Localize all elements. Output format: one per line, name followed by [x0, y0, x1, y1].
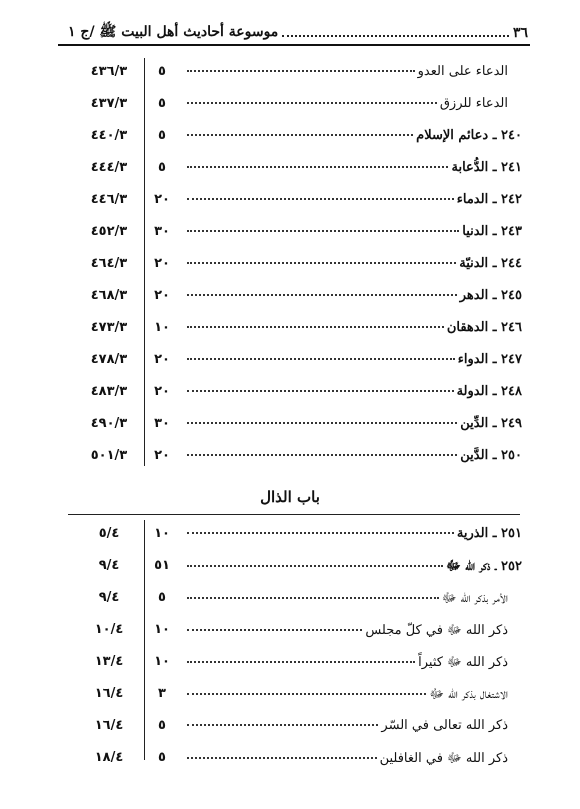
entry-hadith-count: ٢٠ — [154, 288, 170, 303]
entry-reference: ٤٧٨/٣ — [90, 352, 128, 367]
entry-reference: ٩/٤ — [98, 558, 120, 573]
index-entry — [0, 586, 580, 616]
entry-title: ذكر الله ﷻ كثيراً — [418, 655, 508, 670]
entry-title: ٢٤٤ ـ الدنيّة — [459, 256, 522, 271]
entry-reference: ١٦/٤ — [94, 686, 124, 701]
entry-hadith-count: ٢٠ — [154, 352, 170, 367]
index-entry — [0, 156, 580, 186]
running-title: موسوعة أحاديث أهل البيت ﷺ /ج ١ — [68, 24, 279, 40]
leader-dots — [187, 390, 454, 392]
entry-title: الدعاء على العدو — [417, 64, 508, 79]
entry-title-line — [184, 416, 522, 431]
entry-hadith-count: ٥ — [158, 128, 166, 143]
section-rule — [68, 514, 520, 515]
entry-title-line — [184, 384, 522, 399]
entry-hadith-count: ٥ — [158, 64, 166, 79]
entry-hadith-count: ٥ — [158, 160, 166, 175]
entry-hadith-count: ٥ — [158, 590, 166, 605]
entry-reference: ٩/٤ — [98, 590, 120, 605]
index-entry — [0, 252, 580, 282]
entry-hadith-count: ٣٠ — [154, 224, 170, 239]
entry-hadith-count: ٥ — [158, 718, 166, 733]
entry-title: ذكر الله تعالى في السّر — [381, 718, 508, 733]
entry-title: ٢٤٠ ـ دعائم الإسلام — [416, 128, 522, 143]
entry-title-line — [184, 224, 522, 239]
index-entry — [0, 650, 580, 680]
entry-reference: ٥/٤ — [98, 526, 120, 541]
leader-dots — [187, 454, 457, 456]
entry-hadith-count: ٢٠ — [154, 448, 170, 463]
leader-dots — [187, 597, 439, 599]
entry-hadith-count: ٥١ — [154, 558, 170, 573]
entry-title: ٢٤١ ـ الدُّعابة — [451, 160, 522, 175]
entry-hadith-count: ٥ — [158, 96, 166, 111]
entry-title-line — [184, 558, 522, 577]
entry-title-line — [184, 590, 508, 609]
entry-title: ٢٤٦ ـ الدهقان — [446, 320, 522, 335]
leader-dots — [187, 262, 456, 264]
entry-title-line — [184, 288, 522, 303]
index-entry — [0, 188, 580, 218]
entry-title: ٢٤٩ ـ الدِّين — [460, 416, 522, 431]
page-header — [68, 22, 528, 44]
entry-title-line — [184, 352, 522, 367]
leader-dots — [187, 661, 415, 663]
entry-reference: ٤٧٣/٣ — [90, 320, 128, 335]
entry-hadith-count: ٢٠ — [154, 384, 170, 399]
leader-dots — [187, 230, 459, 232]
entry-hadith-count: ٣٠ — [154, 416, 170, 431]
entry-reference: ٤٦٨/٣ — [90, 288, 128, 303]
entry-reference: ٤٤٦/٣ — [90, 192, 128, 207]
leader-dots — [187, 134, 413, 136]
entry-title-line — [184, 526, 522, 541]
entry-hadith-count: ٢٠ — [154, 192, 170, 207]
entry-reference: ١٠/٤ — [94, 622, 124, 637]
entry-title: الاشتغال بذكر الله ﷻ — [429, 687, 508, 702]
entry-title-line — [184, 160, 522, 175]
entry-title: ذكر الله ﷻ في الغافلين — [379, 751, 508, 766]
leader-dots — [187, 166, 448, 168]
index-entry — [0, 412, 580, 442]
entry-title: الأمر بذكر الله ﷻ — [441, 591, 508, 606]
leader-dots — [187, 724, 378, 726]
entry-title: الدعاء للرزق — [439, 96, 508, 111]
index-entry — [0, 522, 580, 552]
entry-hadith-count: ٢٠ — [154, 256, 170, 271]
leader-dots — [187, 294, 457, 296]
entry-hadith-count: ١٠ — [154, 320, 170, 335]
index-entry — [0, 380, 580, 410]
index-entry — [0, 682, 580, 712]
index-entry — [0, 348, 580, 378]
entry-reference: ٤٤٠/٣ — [90, 128, 128, 143]
entry-hadith-count: ٣ — [158, 686, 166, 701]
entry-reference: ١٣/٤ — [94, 654, 124, 669]
index-entry — [0, 746, 580, 776]
entry-reference: ١٨/٤ — [94, 750, 124, 765]
header-rule — [58, 44, 530, 46]
entry-title-line — [184, 654, 508, 673]
entry-title-line — [184, 96, 508, 111]
index-entry — [0, 220, 580, 250]
entry-reference: ٤٩٠/٣ — [90, 416, 128, 431]
entry-title-line — [184, 320, 522, 335]
leader-dots — [187, 326, 444, 328]
index-entry — [0, 714, 580, 744]
entry-hadith-count: ١٠ — [154, 526, 170, 541]
index-entry — [0, 92, 580, 122]
entry-title-line — [184, 750, 508, 769]
page-number: ٣٦ — [512, 25, 528, 41]
index-entry — [0, 618, 580, 648]
entry-title: ٢٤٢ ـ الدماء — [456, 192, 522, 207]
entry-title-line — [184, 64, 508, 79]
index-entry — [0, 284, 580, 314]
entry-reference: ١٦/٤ — [94, 718, 124, 733]
index-entry — [0, 316, 580, 346]
entry-title-line — [184, 256, 522, 271]
leader-dots — [187, 422, 457, 424]
leader-dots — [187, 532, 454, 534]
entry-reference: ٤٤٤/٣ — [90, 160, 128, 175]
index-entry — [0, 444, 580, 474]
leader-dots — [187, 693, 426, 695]
entry-hadith-count: ٥ — [158, 750, 166, 765]
entry-title: ذكر الله ﷻ في كلّ مجلس — [365, 623, 508, 638]
entry-title: ٢٤٨ ـ الدولة — [456, 384, 522, 399]
entry-reference: ٤٥٢/٣ — [90, 224, 128, 239]
index-entry — [0, 60, 580, 90]
entry-title-line — [184, 718, 508, 733]
leader-dots — [187, 70, 415, 72]
entry-title-line — [184, 622, 508, 641]
leader-dots — [187, 565, 443, 567]
leader-dots — [187, 629, 362, 631]
leader-dots — [187, 757, 377, 759]
entry-title-line — [184, 128, 522, 143]
entry-title: ٢٥٠ ـ الدَّين — [460, 448, 522, 463]
entry-title: ٢٥٢ ـ ذكر الله ﷻ — [446, 559, 522, 574]
entry-hadith-count: ١٠ — [154, 654, 170, 669]
entry-title-line — [184, 686, 508, 705]
entry-reference: ٤٣٦/٣ — [90, 64, 128, 79]
entry-hadith-count: ١٠ — [154, 622, 170, 637]
entry-title: ٢٤٧ ـ الدواء — [457, 352, 522, 367]
entry-reference: ٥٠١/٣ — [90, 448, 128, 463]
entry-title: ٢٤٥ ـ الدهر — [459, 288, 522, 303]
entry-reference: ٤٣٧/٣ — [90, 96, 128, 111]
entry-title: ٢٥١ ـ الذرية — [456, 526, 522, 541]
index-entry — [0, 124, 580, 154]
entry-reference: ٤٦٤/٣ — [90, 256, 128, 271]
entry-reference: ٤٨٣/٣ — [90, 384, 128, 399]
entry-title-line — [184, 192, 522, 207]
header-leader-dots — [282, 35, 509, 37]
leader-dots — [187, 358, 455, 360]
index-entry — [0, 554, 580, 584]
section-title: باب الذال — [260, 488, 320, 506]
entry-title: ٢٤٣ ـ الدنيا — [462, 224, 522, 239]
leader-dots — [187, 198, 454, 200]
entry-title-line — [184, 448, 522, 463]
leader-dots — [187, 102, 437, 104]
